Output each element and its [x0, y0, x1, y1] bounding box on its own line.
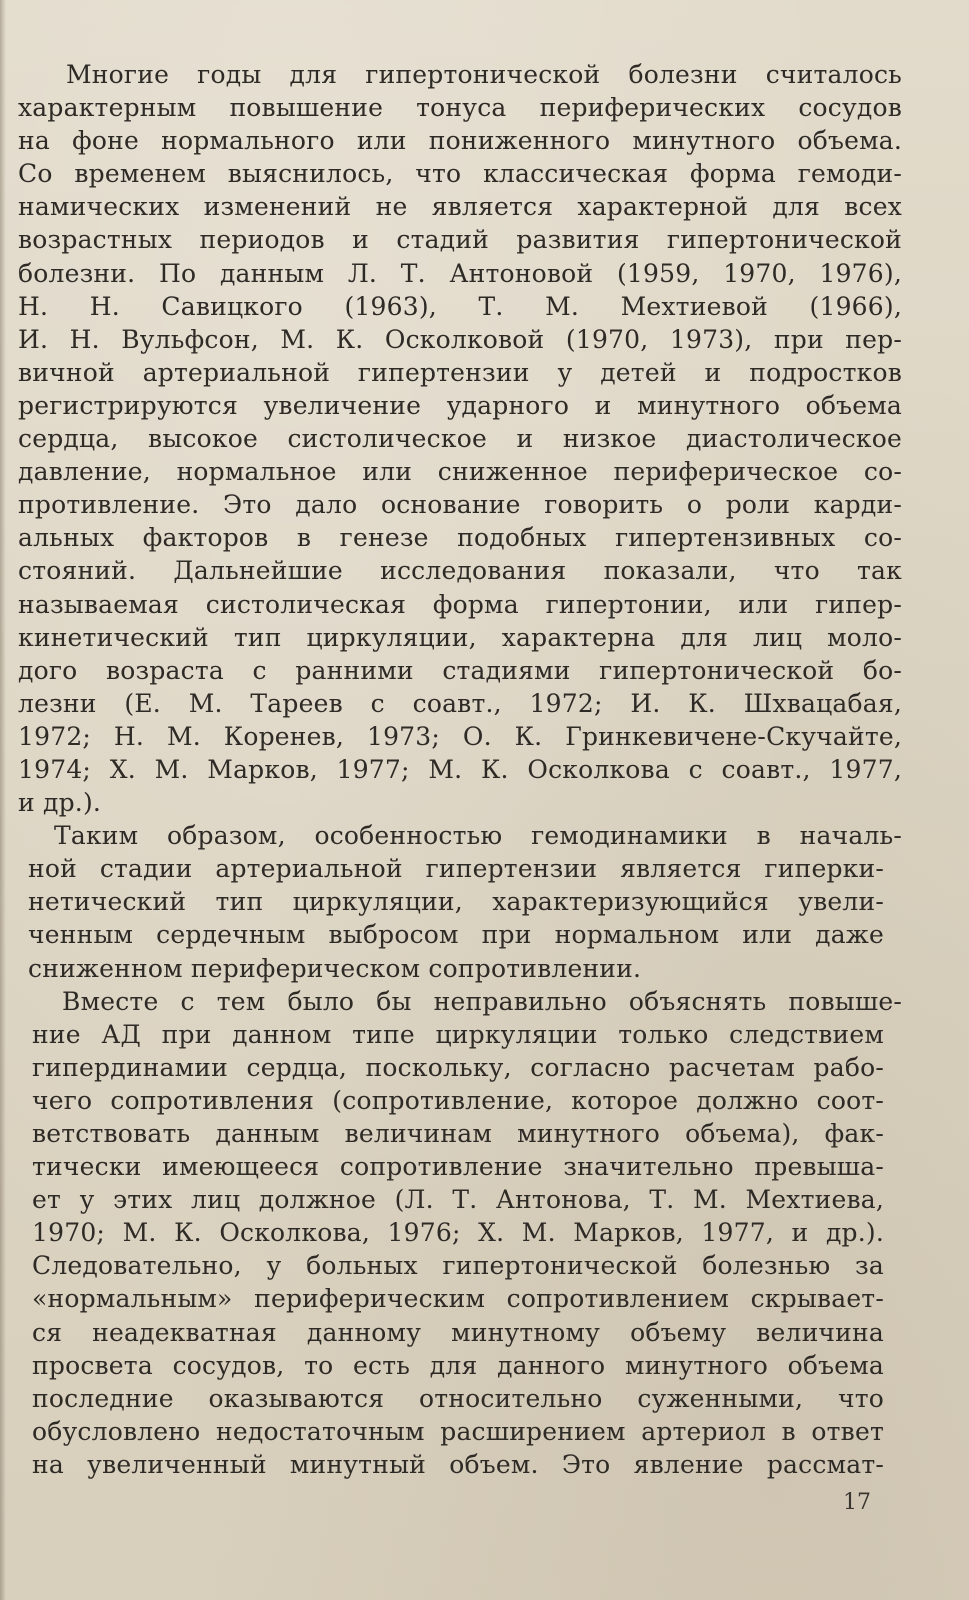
text-line: возрастных периодов и стадий развития гипертонической [18, 225, 902, 255]
text-line: и др.). [18, 788, 102, 818]
text-line: стояний. Дальнейшие исследования показали, что так [18, 556, 902, 586]
text-line: сниженном периферическом сопротивлении. [28, 953, 642, 983]
page-binding-shadow [0, 0, 6, 1600]
text-line: кинетический тип циркуляции, характерна для лиц моло- [18, 622, 902, 652]
text-line: 1970; М. К. Осколкова, 1976; Х. М. Марков, 1977, и др.). [32, 1218, 884, 1248]
paragraph [18, 819, 902, 984]
text-line: Многие годы для гипертонической болезни считалось [66, 60, 902, 89]
text-line: Таким образом, особенностью гемодинамики в началь- [54, 821, 902, 851]
text-line: сердца, высокое систолическое и низкое диастолическое [18, 424, 902, 454]
text-line: Со временем выяснилось, что классическая форма гемоди- [18, 159, 902, 189]
text-line: просвета сосудов, то есть для данного минутного объема [32, 1350, 884, 1380]
page-number: 17 [843, 1490, 871, 1515]
text-line: дого возраста с ранними стадиями гипертонической бо- [18, 655, 902, 685]
text-line: обусловлено недостаточным расширением артериол в ответ [32, 1416, 884, 1446]
text-line: характерным повышение тонуса периферических сосудов [18, 93, 902, 123]
text-line: давление, нормальное или сниженное периферическое со- [18, 457, 902, 487]
text-line: чего сопротивления (сопротивление, которое должно соот- [32, 1085, 884, 1115]
text-line: 1974; Х. М. Марков, 1977; М. К. Осколкова с соавт., 1977, [18, 754, 902, 784]
text-line: противление. Это дало основание говорить о роли карди- [18, 490, 902, 520]
text-line: нетический тип циркуляции, характеризующийся увели- [28, 887, 884, 917]
text-line: «нормальным» периферическим сопротивлением скрывает- [32, 1284, 884, 1314]
text-line: называемая систолическая форма гипертонии, или гипер- [18, 589, 902, 619]
text-line: ченным сердечным выбросом при нормальном или даже [28, 920, 884, 950]
text-line: альных факторов в генезе подобных гипертензивных со- [18, 523, 902, 553]
text-line: на фоне нормального или пониженного минутного объема. [18, 126, 902, 156]
text-line: на увеличенный минутный объем. Это явление рассмат- [32, 1449, 884, 1479]
text-line: лезни (Е. М. Тареев с соавт., 1972; И. К. Шхвацабая, [18, 688, 902, 718]
text-line: намических изменений не является характерной для всех [18, 192, 902, 222]
paragraph [18, 58, 902, 819]
text-line: 1972; Н. М. Коренев, 1973; О. К. Гринкевичене-Скучайте, [18, 721, 902, 751]
text-line: вичной артериальной гипертензии у детей и подростков [18, 357, 902, 387]
paragraph [18, 985, 902, 1481]
text-line: тически имеющееся сопротивление значительно превыша- [32, 1152, 884, 1182]
text-line: последние оказываются относительно суженными, что [32, 1383, 884, 1413]
text-line: ет у этих лиц должное (Л. Т. Антонова, Т. М. Мехтиева, [32, 1185, 884, 1215]
text-line: ной стадии артериальной гипертензии является гиперки- [28, 854, 884, 884]
text-line: регистрируются увеличение ударного и минутного объема [18, 390, 902, 420]
text-line: ние АД при данном типе циркуляции только следствием [32, 1019, 884, 1049]
text-line: Н. Н. Савицкого (1963), Т. М. Мехтиевой (1966), [18, 291, 902, 321]
text-line: Следовательно, у больных гипертонической болезнью за [32, 1251, 884, 1281]
text-line: ся неадекватная данному минутному объему величина [32, 1317, 884, 1347]
text-line: болезни. По данным Л. Т. Антоновой (1959, 1970, 1976), [18, 258, 902, 288]
text-line: Вместе с тем было бы неправильно объяснять повыше- [62, 986, 902, 1016]
text-line: ветствовать данным величинам минутного объема), фак- [32, 1119, 884, 1148]
text-line: И. Н. Вульфсон, М. К. Осколковой (1970, 1973), при пер- [18, 324, 902, 354]
text-line: гипердинамии сердца, поскольку, согласно расчетам рабо- [32, 1052, 884, 1082]
body-text [18, 58, 902, 1481]
